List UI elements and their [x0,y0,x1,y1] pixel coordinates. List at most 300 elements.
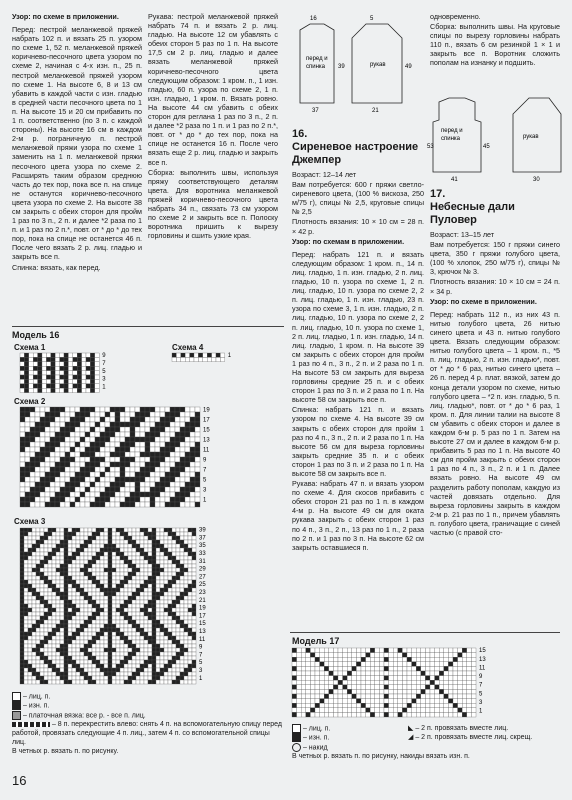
chart-cell [36,656,40,660]
chart-cell [50,407,55,412]
chart-cell [333,685,338,690]
chart-cell [60,568,64,572]
chart-cell [50,427,55,432]
chart-cell [329,666,334,671]
chart-cell [164,600,168,604]
chart-cell [40,560,44,564]
chart-cell [52,660,56,664]
chart-cell [144,612,148,616]
chart-cell [156,548,160,552]
chart-cell [75,502,80,507]
chart-cell [370,653,375,658]
chart-cell [168,652,172,656]
chart-cell [20,502,25,507]
model17-gauge: Плотность вязания: 10 × 10 см = 24 п. × 34 р. [430,277,560,296]
chart-cell [430,653,435,658]
chart-cell [44,612,48,616]
chart-cell [110,452,115,457]
chart-cell [175,422,180,427]
chart-cell [301,694,306,699]
chart-cell [75,427,80,432]
chart-cell [172,540,176,544]
chart-cell [439,676,444,681]
chart-cell [48,636,52,640]
chart-cell [184,620,188,624]
chart-cell [84,608,88,612]
chart-cell [96,656,100,660]
chart-cell [416,699,421,704]
chart-cell [60,576,64,580]
chart-cell [30,482,35,487]
chart-cell [198,357,202,361]
chart-cell [172,592,176,596]
chart-cell [176,624,180,628]
chart-cell [144,616,148,620]
chart-cell [56,604,60,608]
chart-cell [36,544,40,548]
chart-cell [160,568,164,572]
chart-cell [361,689,366,694]
chart-cell [181,357,185,361]
chart-cell [92,644,96,648]
chart-cell [76,600,80,604]
chart-cell [320,657,325,662]
chart-cell [24,620,28,624]
chart-cell [136,664,140,668]
chart-cell [430,712,435,717]
chart-cell [96,632,100,636]
chart-cell [439,666,444,671]
chart-cell [104,612,108,616]
chart-cell [76,588,80,592]
chart-cell [84,632,88,636]
chart-cell [160,437,165,442]
chart-cell [104,672,108,676]
chart-cell [104,564,108,568]
chart-cell [100,560,104,564]
chart-cell [458,671,463,676]
chart-cell [329,708,334,713]
chart-cell [435,666,440,671]
chart-cell [425,653,430,658]
chart-cell [120,620,124,624]
chart-cell [310,712,315,717]
chart-cell [90,422,95,427]
chart-cell [50,462,55,467]
chart-cell [315,699,320,704]
chart-cell [333,676,338,681]
chart-cell [52,648,56,652]
chart-cell [77,388,81,392]
chart-cell [60,422,65,427]
chart-cell [28,572,32,576]
chart-cell [180,616,184,620]
chart-cell [28,668,32,672]
chart-cell [375,712,380,717]
chart-cell [77,366,81,370]
chart-cell [75,407,80,412]
chart-cell [90,462,95,467]
chart-cell [92,632,96,636]
chart-cell [50,492,55,497]
chart-cell [333,712,338,717]
chart-cell [56,608,60,612]
chart-cell [467,680,472,685]
chart-cell [310,648,315,653]
chart-cell [185,482,190,487]
chart-cell [184,624,188,628]
chart-cell [52,668,56,672]
chart-cell [84,648,88,652]
chart-cell [52,568,56,572]
chart-cell [301,685,306,690]
chart-cell [64,357,68,361]
chart-cell [128,548,132,552]
divider-model17 [290,632,560,633]
chart-cell [100,447,105,452]
chart-cell [40,600,44,604]
chart-cell [180,447,185,452]
row-number-label: 9 [199,644,203,651]
chart-cell [35,437,40,442]
chart-cell [343,712,348,717]
chart-cell [36,560,40,564]
chart-cell [72,612,76,616]
chart-cell [135,502,140,507]
chart-cell [150,492,155,497]
chart-cell [184,664,188,668]
legend-cable: – 8 п. перекрестить влево: снять 4 п. на вспомогательную спицу перед работой, провязать следующие 4 п. лиц., затем 4 п. со вспомогательной спицы лиц. [12,721,282,747]
chart-cell [160,412,165,417]
chart-cell [188,612,192,616]
chart-cell [88,636,92,640]
chart-cell [333,699,338,704]
chart-cell [184,596,188,600]
chart-cell [73,371,77,375]
chart-cell [40,447,45,452]
chart-cell [56,656,60,660]
chart-cell [80,407,85,412]
chart-cell [160,482,165,487]
chart-cell [160,676,164,680]
chart-cell [56,600,60,604]
chart-cell [140,548,144,552]
chart-cell [95,447,100,452]
chart-cell [70,452,75,457]
chart-cell [95,452,100,457]
chart-cell [195,502,200,507]
chart-cell [132,532,136,536]
chart-cell [20,572,24,576]
chart-cell [88,572,92,576]
chart-cell [398,648,403,653]
chart-cell [20,532,24,536]
chart-cell [338,653,343,658]
chart-cell [416,712,421,717]
chart-cell [188,572,192,576]
chart-cell [292,685,297,690]
front-instructions: Перед: пестрой меланжевой пряжей набрать 102 п. и вязать 25 п. узором по схеме 1, 52 п. меланжевой пряжей коричнево-песочного цвета узором по схеме 2, начиная с 4-х изн. п., 25 п. пестрой меланжевой пряжей узором по схеме 1. На высоте 6, 8 и 13 см убавить в каждой части с изн. гладью в средней части песочного цвета по 1 п. На высоте 15 и 20 см прибавить по 1 п. соответственно (по 3 п. с каждой стороны). На высоте 16 см в каждом 2-м р. пограничную п. пестрой меланжевой пряжи узора по схеме 1 заменить на 1 п. меланжевой пряжи песочного цвета узора по схеме 2. Расширять таким образом среднюю часть до тех пор, пока все п. на спице не останутся коричнево-песочного цвета узора по схеме 2. На высоте 38 см закрыть с обеих сторон для пройм 1 раз по 3 п., 2 п. и далее *2 раза по 1 п. и 1 раз по 2 п.*, повт. от * до * до тех пор, пока на спице не останется 46 п. После чего вязать 2 р. лиц. гладью и закрыть все п. [12,25,142,262]
chart-cell [297,708,302,713]
chart-cell [120,664,124,668]
svg-text:53: 53 [427,144,434,150]
chart-cell [125,487,130,492]
chart-cell [132,620,136,624]
chart-cell [48,652,52,656]
chart-cell [32,644,36,648]
chart-cell [140,422,145,427]
chart-cell [95,384,99,388]
chart-cell [148,556,152,560]
chart-cell [172,532,176,536]
chart-cell [164,608,168,612]
chart-cell [448,680,453,685]
chart-cell [68,536,72,540]
svg-text:30: 30 [533,177,540,183]
chart-cell [347,671,352,676]
chart-cell [20,580,24,584]
chart-cell [192,592,196,596]
chart-cell [40,540,44,544]
chart-cell [24,640,28,644]
chart-cell [192,660,196,664]
chart-cell [292,662,297,667]
chart-cell [68,652,72,656]
chart-cell [56,584,60,588]
chart-cell [86,388,90,392]
chart-cell [190,412,195,417]
chart-cell [77,379,81,383]
chart-cell [29,371,33,375]
chart-cell [389,680,394,685]
chart-cell [72,576,76,580]
chart-cell [192,628,196,632]
chart-cell [84,592,88,596]
chart-cell [120,544,124,548]
chart-cell [95,362,99,366]
chart-cell [190,417,195,422]
chart-cell [108,600,112,604]
chart-cell [96,660,100,664]
chart-cell [180,457,185,462]
chart-cell [140,588,144,592]
chart-cell [112,664,116,668]
chart-cell [338,666,343,671]
chart-cell [175,492,180,497]
chart-cell [55,457,60,462]
chart-cell [115,442,120,447]
chart-cell [112,580,116,584]
chart-cell [60,477,65,482]
chart-cell [160,536,164,540]
chart-cell [92,576,96,580]
chart-cell [60,472,65,477]
chart-cell [60,564,64,568]
chart-cell [172,544,176,548]
chart-cell [416,666,421,671]
chart-cell [310,694,315,699]
chart-cell [44,620,48,624]
chart-cell [44,636,48,640]
chart-cell [185,417,190,422]
chart-cell [40,482,45,487]
chart-cell [343,689,348,694]
chart-cell [168,540,172,544]
chart-cell [65,492,70,497]
chart-cell [124,616,128,620]
chart-cell [80,432,85,437]
chart-cell [375,685,380,690]
chart-cell [32,652,36,656]
chart-cell [72,676,76,680]
chart-cell [343,694,348,699]
chart-cell [140,572,144,576]
chart-cell [52,584,56,588]
chart-cell [172,656,176,660]
chart-cell [160,447,165,452]
chart-cell [50,432,55,437]
chart-cell [24,540,28,544]
chart-cell [36,536,40,540]
chart-cell [80,477,85,482]
chart-cell [28,580,32,584]
chart-cell [80,548,84,552]
chart-cell [76,640,80,644]
chart-cell [435,657,440,662]
chart-cell [76,596,80,600]
chart-cell [144,536,148,540]
chart-cell [130,432,135,437]
chart-cell [164,584,168,588]
chart-cell [36,668,40,672]
chart-cell [160,467,165,472]
chart-cell [40,487,45,492]
chart-cell [56,560,60,564]
chart-cell [458,676,463,681]
chart-cell [100,457,105,462]
chart-cell [188,640,192,644]
chart-cell [361,666,366,671]
chart-cell [297,689,302,694]
chart-cell [80,628,84,632]
chart-cell [384,676,389,681]
chart-cell [84,680,88,684]
chart-cell [95,427,100,432]
chart-cell [136,600,140,604]
chart-cell [60,672,64,676]
chart-cell [20,620,24,624]
chart-cell [72,544,76,548]
chart-cell [398,699,403,704]
chart-cell [100,432,105,437]
chart-cell [60,532,64,536]
chart-cell [140,616,144,620]
chart-cell [20,640,24,644]
chart-cell [60,371,64,375]
chart-cell [188,660,192,664]
chart-cell [128,532,132,536]
chart-cell [115,497,120,502]
model16-charts-title: Модель 16 [12,330,60,340]
chart-cell [112,672,116,676]
chart-cell [72,624,76,628]
chart-cell [64,612,68,616]
chart-cell [116,584,120,588]
chart-cell [160,640,164,644]
chart-cell [148,680,152,684]
chart-cell [170,442,175,447]
chart-cell [130,407,135,412]
chart-cell [168,592,172,596]
chart-cell [56,636,60,640]
chart-cell [398,653,403,658]
chart-cell [24,672,28,676]
chart-cell [152,652,156,656]
chart-cell [439,703,444,708]
chart-cell [85,502,90,507]
chart-cell [84,676,88,680]
back-instructions: Спинка: вязать, как перед. [12,262,101,272]
chart-cell [36,648,40,652]
chart-cell [207,357,211,361]
chart-cell [80,592,84,596]
chart-cell [77,371,81,375]
chart-cell [150,452,155,457]
chart-cell [84,600,88,604]
chart-cell [65,452,70,457]
chart-cell [315,657,320,662]
chart-cell [135,472,140,477]
chart-cell [50,442,55,447]
chart-cell [105,412,110,417]
chart-cell [32,584,36,588]
chart-cell [180,592,184,596]
chart-cell [155,417,160,422]
chart-cell [185,412,190,417]
chart-cell [145,437,150,442]
chart-cell [444,685,449,690]
chart-cell [76,556,80,560]
chart-cell [33,384,37,388]
chart-cell [84,552,88,556]
chart-cell [389,657,394,662]
chart-cell [148,580,152,584]
chart-cell [416,680,421,685]
chart-cell [72,636,76,640]
chart-cell [124,680,128,684]
chart-cell [60,437,65,442]
chart-cell [402,653,407,658]
chart-cell [33,375,37,379]
chart-cell [120,452,125,457]
svg-text:41: 41 [451,177,458,183]
row-number-label: 37 [199,535,206,542]
chart-cell [320,712,325,717]
row-number-label: 15 [479,648,486,655]
chart-cell [338,689,343,694]
model16-front: Перед: набрать 121 п. и вязать следующим образом: 1 кром. п., 14 п. лиц. гладью, 1 п. изн. гладью, 2 п. лиц. гладью, 10 п. узора по схеме 1, 2 п. лиц. гладью, 10 п. узора по схеме 2, 2 п. лиц. гладью, 1 п. изн. гладью, 23 п. узора по схеме 3, 1 п. изн. гладью, 2 п. лиц. гладью, 10 п. узора по схеме 2, 2 п. лиц. гладью, 10 п. узора по схеме 1, 2 п. лиц. гладью, 1 п. изн. гладью, 14 п. лиц. гладью, 1 кром. п. На высоте 39 см закрыть с обеих сторон для пройм 1 раз по 4 п., 3 п., 2 п. и 2 раза по 1 п. На высоте 53 см закрыть для выреза горловины средние 25 п. и с обеих сторон 1 раз по 3 п. и 2 раза по 1 п. На высоте 58 см закрыть все п. [292,249,424,405]
chart-cell [80,648,84,652]
chart-cell [36,664,40,668]
chart-cell [115,487,120,492]
chart-cell [56,672,60,676]
chart-cell [70,422,75,427]
chart-cell [292,648,297,653]
chart-cell [44,672,48,676]
chart-cell [140,664,144,668]
chart-cell [190,502,195,507]
chart-cell [45,427,50,432]
